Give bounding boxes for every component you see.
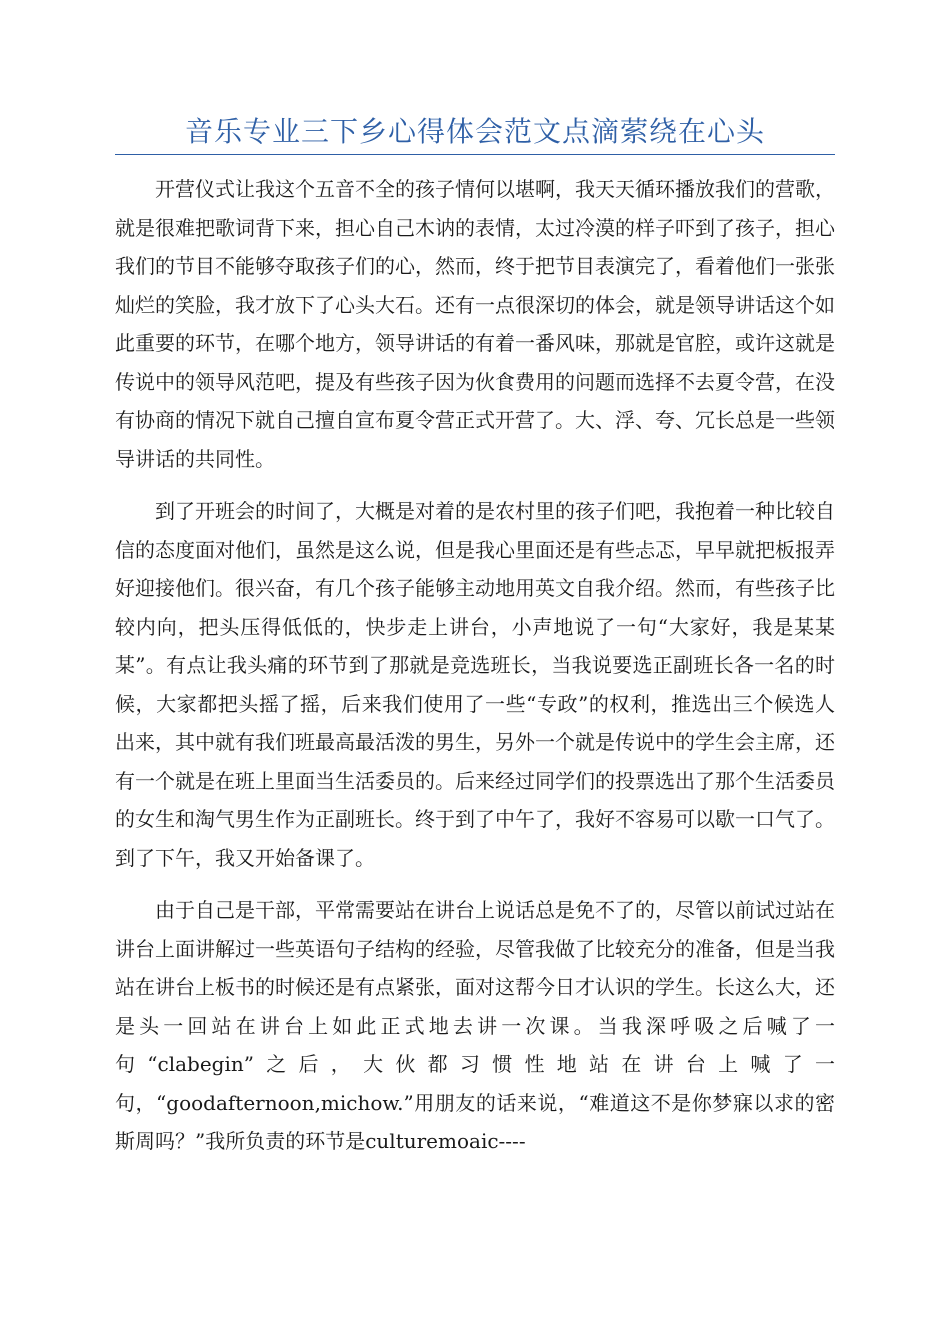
document-body	[115, 170, 835, 1175]
title-underline	[115, 154, 835, 155]
document-title: 音乐专业三下乡心得体会范文点滴萦绕在心头	[184, 115, 765, 148]
paragraph-1: 开营仪式让我这个五音不全的孩子情何以堪啊，我天天循环播放我们的营歌，就是很难把歌词背下来，担心自己木讷的表情，太过冷漠的样子吓到了孩子，担心我们的节目不能够夺取孩子们的心，然而，终于把节目表演完了，看着他们一张张灿烂的笑脸，我才放下了心头大石。还有一点很深切的体会，就是领导讲话这个如此重要的环节，在哪个地方，领导讲话的有着一番风味，那就是官腔，或许这就是传说中的领导风范吧，提及有些孩子因为伙食费用的问题而选择不去夏令营，在没有协商的情况下就自己擅自宣布夏令营正式开营了。大、浮、夸、冗长总是一些领导讲话的共同性。	[115, 177, 835, 471]
paragraph-2: 到了开班会的时间了，大概是对着的是农村里的孩子们吧，我抱着一种比较自信的态度面对他们，虽然是这么说，但是我心里面还是有些忐忑，早早就把板报弄好迎接他们。很兴奋，有几个孩子能够主动地用英文自我介绍。然而，有些孩子比较内向，把头压得低低的，快步走上讲台，小声地说了一句“大家好，我是某某某”。有点让我头痛的环节到了那就是竞选班长，当我说要选正副班长各一名的时候，大家都把头摇了摇，后来我们使用了一些“专政”的权利，推选出三个候选人出来，其中就有我们班最高最活泼的男生，另外一个就是传说中的学生会主席，还有一个就是在班上里面当生活委员的。后来经过同学们的投票选出了那个生活委员的女生和淘气男生作为正副班长。终于到了中午了，我好不容易可以歇一口气了。到了下午，我又开始备课了。	[115, 499, 835, 870]
paragraph-3: 由于自己是干部，平常需要站在讲台上说话总是免不了的，尽管以前试过站在讲台上面讲解过一些英语句子结构的经验，尽管我做了比较充分的准备，但是当我站在讲台上板书的时候还是有点紧张，面对这帮今日才认识的学生。长这么大，还是头一回站在讲台上如此正式地去讲一次课。当我深呼吸之后喊了一句“clabegin”之后，大伙都习惯性地站在讲台上喊了一句，“goodafternoon,michow.”用朋友的话来说，“难道这不是你梦寐以求的密斯周吗？”我所负责的环节是culturemoaic----	[115, 898, 835, 1153]
